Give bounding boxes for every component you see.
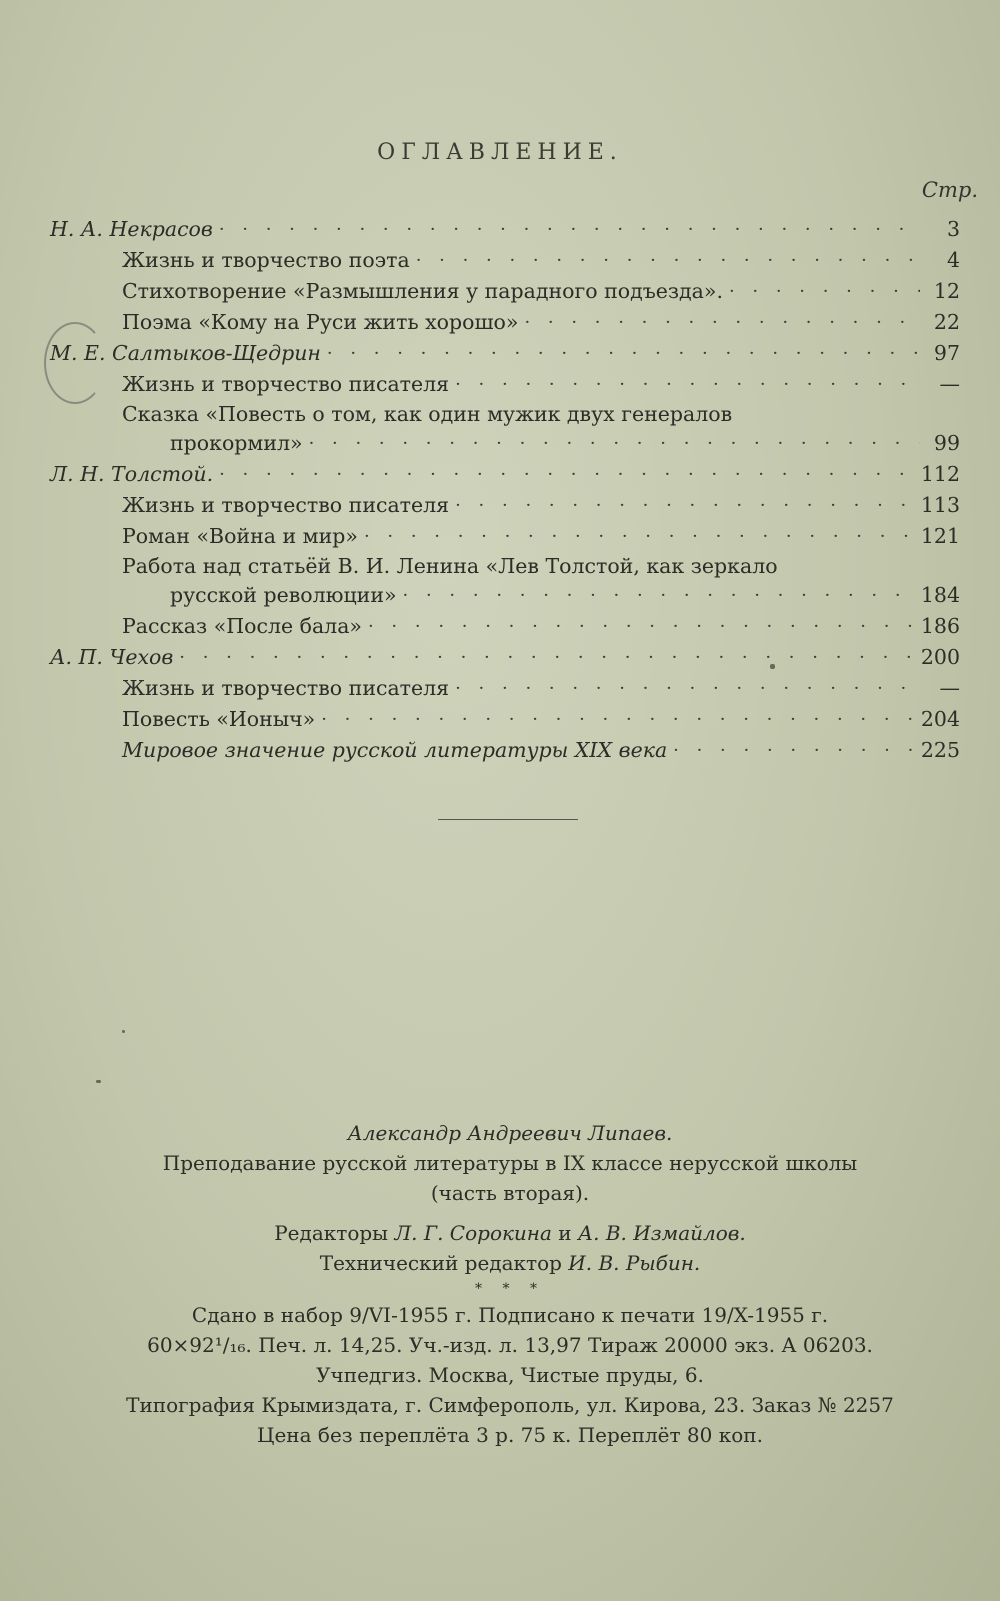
toc-entry-page: 225 [920,738,960,762]
toc-entry-page: 3 [946,217,960,241]
leader-dots [673,735,915,766]
toc-entry-title-line2: прокормил» [170,431,303,455]
colophon [40,1118,980,1450]
toc-entry-title-line1: Работа над статьёй В. И. Ленина «Лев Толстой, как зеркало [122,554,778,578]
toc-entry-page: 113 [920,493,960,517]
toc-title: ОГЛАВЛЕНИЕ. [377,140,623,165]
toc-entry-page: 112 [920,462,960,486]
colophon-price: Цена без переплёта 3 р. 75 к. Переплёт 80 коп. [257,1423,763,1447]
toc-entry-page: 12 [933,279,960,303]
toc-entry [50,521,960,552]
separator-stars: * * * [475,1281,545,1297]
toc-entry-page: 99 [933,431,960,455]
toc-entry [50,611,960,642]
toc-entry-page: 97 [933,341,960,365]
leader-dots [455,490,915,521]
editors-label: Редакторы [274,1221,389,1245]
leader-dots [368,611,915,642]
editor-name: А. В. Измайлов. [577,1221,746,1245]
toc-entry-page: 184 [920,583,960,607]
toc-entry [50,490,960,521]
leader-dots [416,245,920,276]
toc-entry-title: Жизнь и творчество писателя [122,676,450,700]
toc-entry-title: М. Е. Салтыков-Щедрин [50,341,321,365]
leader-dots [403,580,915,611]
colophon-editors [40,1218,980,1248]
leader-dots [364,521,915,552]
table-of-contents [50,214,960,766]
toc-entry [50,400,960,459]
tech-editor-name: И. В. Рыбин. [568,1251,701,1275]
toc-entry-page: — [939,372,960,396]
toc-entry-title: Роман «Война и мир» [122,524,358,548]
leader-dots [219,214,920,245]
colophon-publisher: Учпедгиз. Москва, Чистые пруды, 6. [316,1363,704,1387]
toc-entry-page: 200 [920,645,960,669]
toc-entry-page: 121 [920,524,960,548]
colophon-printer: Типография Крымиздата, г. Симферополь, ул. Кирова, 23. Заказ № 2257 [126,1393,894,1417]
colophon-format: 60×92¹/₁₆. Печ. л. 14,25. Уч.-изд. л. 13,97 Тираж 20000 экз. А 06203. [147,1333,873,1357]
leader-dots [524,307,920,338]
toc-entry-page: 22 [933,310,960,334]
toc-entry [50,307,960,338]
leader-dots [309,428,920,459]
leader-dots [327,338,920,369]
colophon-part: (часть вторая). [430,1181,590,1205]
tech-editor-label: Технический редактор [319,1251,562,1275]
divider-rule [438,819,578,820]
editors-conjunction: и [558,1221,572,1245]
toc-entry-page: — [939,676,960,700]
toc-entry [50,245,960,276]
colophon-author: Александр Андреевич Липаев. [347,1121,673,1145]
toc-entry-title: Стихотворение «Размышления у парадного подъезда». [122,279,723,303]
toc-entry-title: Повесть «Ионыч» [122,707,316,731]
leader-dots [219,459,915,490]
toc-entry-title-line2: русской революции» [170,583,397,607]
colophon-book-title: Преподавание русской литературы в IX классе нерусской школы [162,1151,858,1175]
toc-entry-title-line1: Сказка «Повесть о том, как один мужик двух генералов [122,402,733,426]
toc-entry-author [50,459,960,490]
toc-entry-title: А. П. Чехов [50,645,174,669]
editor-name: Л. Г. Сорокина [394,1221,552,1245]
toc-entry-title: Жизнь и творчество поэта [122,248,410,272]
toc-entry-page: 4 [946,248,960,272]
leader-dots [179,642,915,673]
toc-entry-author [50,214,960,245]
toc-entry-title: Жизнь и творчество писателя [122,493,450,517]
toc-entry-title: Л. Н. Толстой. [50,462,214,486]
toc-entry [50,552,960,611]
colophon-tech-editor [40,1248,980,1278]
toc-entry-title: Жизнь и творчество писателя [122,372,450,396]
toc-entry-author [50,338,960,369]
toc-entry-title: Мировое значение русской литературы XIX века [122,738,668,762]
toc-entry-page: 186 [920,614,960,638]
page-column-heading: Стр. [921,178,978,202]
toc-entry [50,704,960,735]
toc-entry-title: Рассказ «После бала» [122,614,362,638]
leader-dots [455,369,920,400]
leader-dots [729,276,920,307]
ink-speck [122,1030,125,1033]
toc-entry [50,369,960,400]
toc-entry-title: Поэма «Кому на Руси жить хорошо» [122,310,519,334]
leader-dots [455,673,920,704]
toc-entry-title: Н. А. Некрасов [50,217,213,241]
toc-entry [50,276,960,307]
toc-entry-author [50,642,960,673]
toc-entry [50,735,960,766]
toc-entry [50,673,960,704]
colophon-dates: Сдано в набор 9/VI-1955 г. Подписано к печати 19/X-1955 г. [191,1303,829,1327]
ink-speck [96,1080,101,1083]
leader-dots [321,704,915,735]
toc-entry-page: 204 [920,707,960,731]
